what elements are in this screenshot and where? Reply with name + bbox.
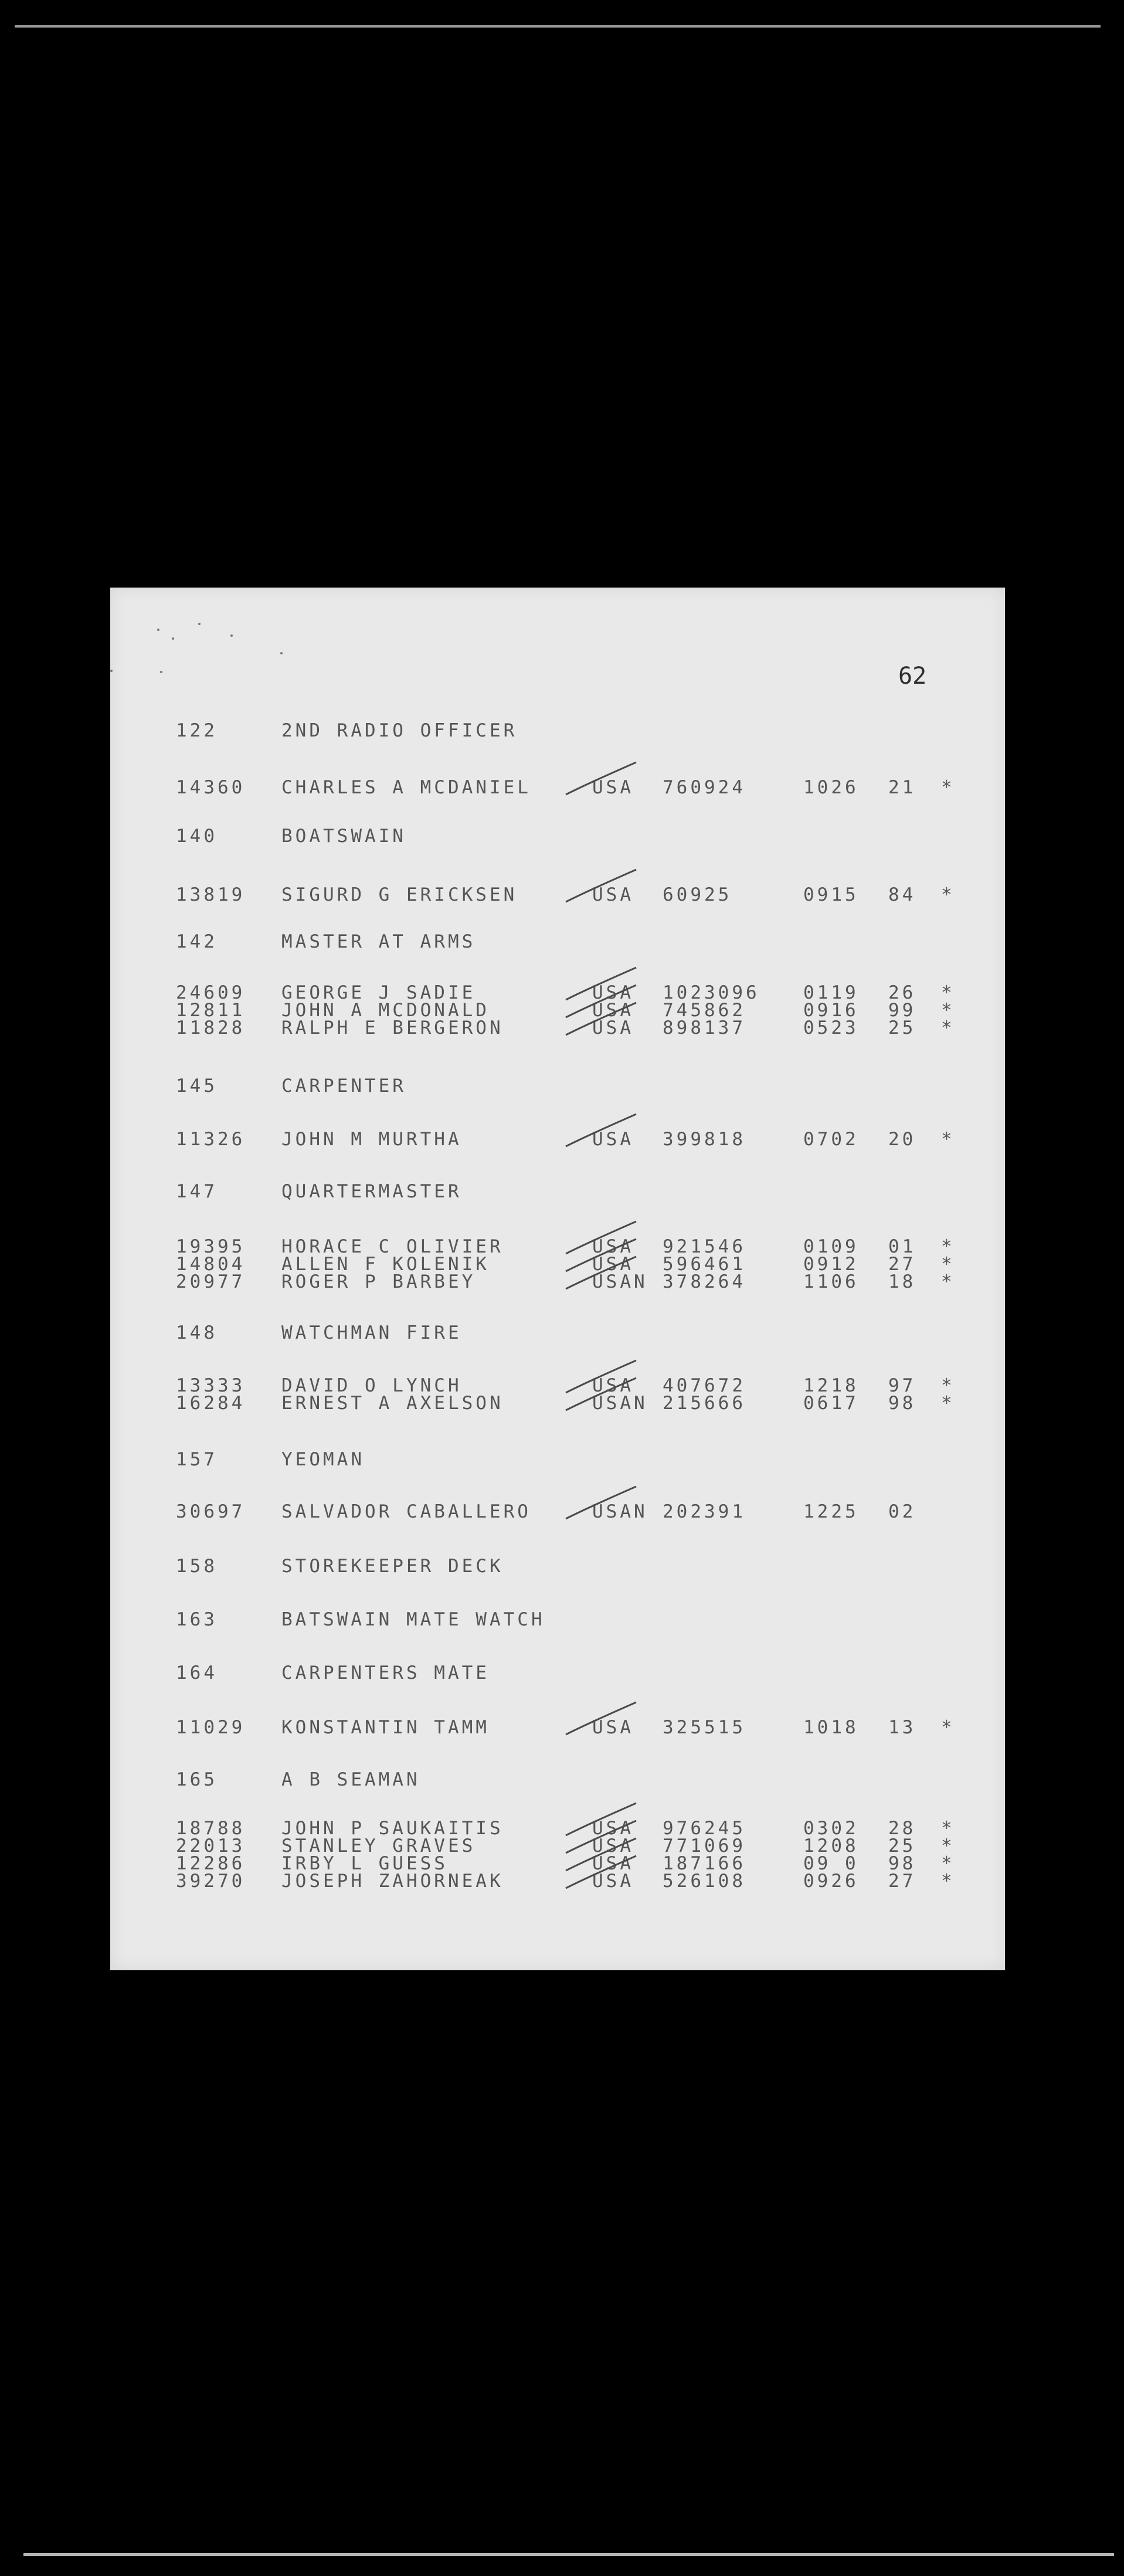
asterisk-mark: * [941,1271,955,1292]
crew-name: JOHN P SAUKAITIS [281,1818,504,1839]
asterisk-mark: * [941,1393,955,1414]
section-code: 163 [176,1609,218,1630]
crew-name: ALLEN F KOLENIK [281,1254,490,1275]
section-title: QUARTERMASTER [281,1181,462,1202]
date-code: 0617 [803,1393,859,1414]
section-code: 140 [176,826,218,847]
age: 27 [888,1254,916,1275]
nationality: USAN [592,1393,648,1414]
crew-name: IRBY L GUESS [281,1853,448,1874]
book-number: 921546 [663,1236,746,1257]
age: 01 [888,1236,916,1257]
crew-number: 11828 [176,1017,246,1038]
date-code: 0109 [803,1236,859,1257]
section-title: CARPENTER [281,1075,406,1097]
check-mark [566,762,636,795]
date-code: 0916 [803,1000,859,1021]
book-number: 399818 [663,1129,746,1150]
crew-name: CHARLES A MCDANIEL [281,777,531,798]
asterisk-mark: * [941,1717,955,1738]
book-number: 526108 [663,1871,746,1892]
section-code: 157 [176,1449,218,1470]
crew-number: 13333 [176,1375,246,1396]
crew-name: JOSEPH ZAHORNEAK [281,1871,504,1892]
nationality: USA [592,1717,634,1738]
section-title: A B SEAMAN [281,1769,420,1790]
book-number: 898137 [663,1017,746,1038]
date-code: 1208 [803,1835,859,1857]
nationality: USA [592,1853,634,1874]
section-code: 148 [176,1322,218,1343]
asterisk-mark: * [941,1236,955,1257]
age: 98 [888,1393,916,1414]
crew-number: 24609 [176,982,246,1003]
crew-number: 11029 [176,1717,246,1738]
nationality: USA [592,982,634,1003]
book-number: 325515 [663,1717,746,1738]
book-number: 976245 [663,1818,746,1839]
crew-number: 20977 [176,1271,246,1292]
crew-name: ERNEST A AXELSON [281,1393,504,1414]
section-code: 145 [176,1075,218,1097]
crew-number: 14804 [176,1254,246,1275]
check-mark [566,1702,636,1735]
date-code: 0523 [803,1017,859,1038]
age: 18 [888,1271,916,1292]
section-code: 158 [176,1556,218,1577]
check-mark [566,1114,636,1146]
book-number: 596461 [663,1254,746,1275]
age: 13 [888,1717,916,1738]
book-number: 215666 [663,1393,746,1414]
crew-name: SALVADOR CABALLERO [281,1501,531,1522]
scan-border-bottom [23,2553,1114,2556]
date-code: 0119 [803,982,859,1003]
check-mark [566,1803,636,1835]
section-title: BOATSWAIN [281,826,406,847]
date-code: 1018 [803,1717,859,1738]
nationality: USA [592,1871,634,1892]
crew-number: 14360 [176,777,246,798]
crew-name: KONSTANTIN TAMM [281,1717,490,1738]
check-mark [566,968,636,1000]
check-mark [566,1821,636,1853]
crew-number: 12811 [176,1000,246,1021]
age: 84 [888,884,916,905]
asterisk-mark: * [941,1375,955,1396]
nationality: USA [592,1129,634,1150]
nationality: USA [592,1254,634,1275]
crew-number: 12286 [176,1853,246,1874]
check-mark [566,870,636,902]
crew-name: HORACE C OLIVIER [281,1236,504,1257]
check-mark [566,1003,636,1035]
nationality: USA [592,1835,634,1857]
section-title: WATCHMAN FIRE [281,1322,462,1343]
date-code: 1225 [803,1501,859,1522]
asterisk-mark: * [941,884,955,905]
section-title: MASTER AT ARMS [281,931,476,952]
date-code: 0926 [803,1871,859,1892]
nationality: USA [592,1017,634,1038]
age: 28 [888,1818,916,1839]
check-mark [566,1257,636,1289]
age: 25 [888,1017,916,1038]
section-code: 142 [176,931,218,952]
age: 25 [888,1835,916,1857]
nationality: USA [592,1375,634,1396]
section-title: YEOMAN [281,1449,365,1470]
crew-name: SIGURD G ERICKSEN [281,884,518,905]
book-number: 378264 [663,1271,746,1292]
book-number: 407672 [663,1375,746,1396]
book-number: 745862 [663,1000,746,1021]
crew-name: RALPH E BERGERON [281,1017,504,1038]
date-code: 1026 [803,777,859,798]
nationality: USAN [592,1271,648,1292]
section-title: 2ND RADIO OFFICER [281,720,518,741]
nationality: USA [592,1818,634,1839]
nationality: USAN [592,1501,648,1522]
check-mark [566,1856,636,1888]
crew-number: 13819 [176,884,246,905]
asterisk-mark: * [941,1017,955,1038]
age: 97 [888,1375,916,1396]
book-number: 771069 [663,1835,746,1857]
age: 20 [888,1129,916,1150]
crew-number: 18788 [176,1818,246,1839]
age: 99 [888,1000,916,1021]
section-title: BATSWAIN MATE WATCH [281,1609,545,1630]
date-code: 1218 [803,1375,859,1396]
book-number: 202391 [663,1501,746,1522]
crew-number: 39270 [176,1871,246,1892]
asterisk-mark: * [941,1835,955,1857]
crew-name: STANLEY GRAVES [281,1835,476,1857]
check-mark [566,1486,636,1519]
page-number: 62 [898,663,927,690]
date-code: 0915 [803,884,859,905]
asterisk-mark: * [941,982,955,1003]
section-title: STOREKEEPER DECK [281,1556,504,1577]
crew-name: JOHN A MCDONALD [281,1000,490,1021]
check-mark [566,1838,636,1871]
asterisk-mark: * [941,1129,955,1150]
nationality: USA [592,777,634,798]
section-title: CARPENTERS MATE [281,1662,490,1684]
check-mark [566,1378,636,1410]
check-mark [566,985,636,1017]
age: 21 [888,777,916,798]
check-mark [566,1360,636,1393]
crew-number: 11326 [176,1129,246,1150]
nationality: USA [592,884,634,905]
age: 26 [888,982,916,1003]
asterisk-mark: * [941,1000,955,1021]
age: 02 [888,1501,916,1522]
crew-name: GEORGE J SADIE [281,982,476,1003]
crew-name: ROGER P BARBEY [281,1271,476,1292]
asterisk-mark: * [941,1818,955,1839]
section-code: 122 [176,720,218,741]
crew-number: 16284 [176,1393,246,1414]
asterisk-mark: * [941,1871,955,1892]
date-code: 1106 [803,1271,859,1292]
section-code: 165 [176,1769,218,1790]
book-number: 187166 [663,1853,746,1874]
date-code: 0302 [803,1818,859,1839]
crew-name: JOHN M MURTHA [281,1129,462,1150]
section-code: 164 [176,1662,218,1684]
section-code: 147 [176,1181,218,1202]
age: 27 [888,1871,916,1892]
check-mark [566,1221,636,1254]
asterisk-mark: * [941,1254,955,1275]
asterisk-mark: * [941,1853,955,1874]
crew-name: DAVID O LYNCH [281,1375,462,1396]
nationality: USA [592,1236,634,1257]
crew-number: 22013 [176,1835,246,1857]
crew-number: 19395 [176,1236,246,1257]
check-mark [566,1239,636,1271]
age: 98 [888,1853,916,1874]
book-number: 760924 [663,777,746,798]
date-code: 0702 [803,1129,859,1150]
asterisk-mark: * [941,777,955,798]
date-code: 0912 [803,1254,859,1275]
book-number: 60925 [663,884,732,905]
date-code: 09 0 [803,1853,859,1874]
crew-number: 30697 [176,1501,246,1522]
nationality: USA [592,1000,634,1021]
book-number: 1023096 [663,982,760,1003]
